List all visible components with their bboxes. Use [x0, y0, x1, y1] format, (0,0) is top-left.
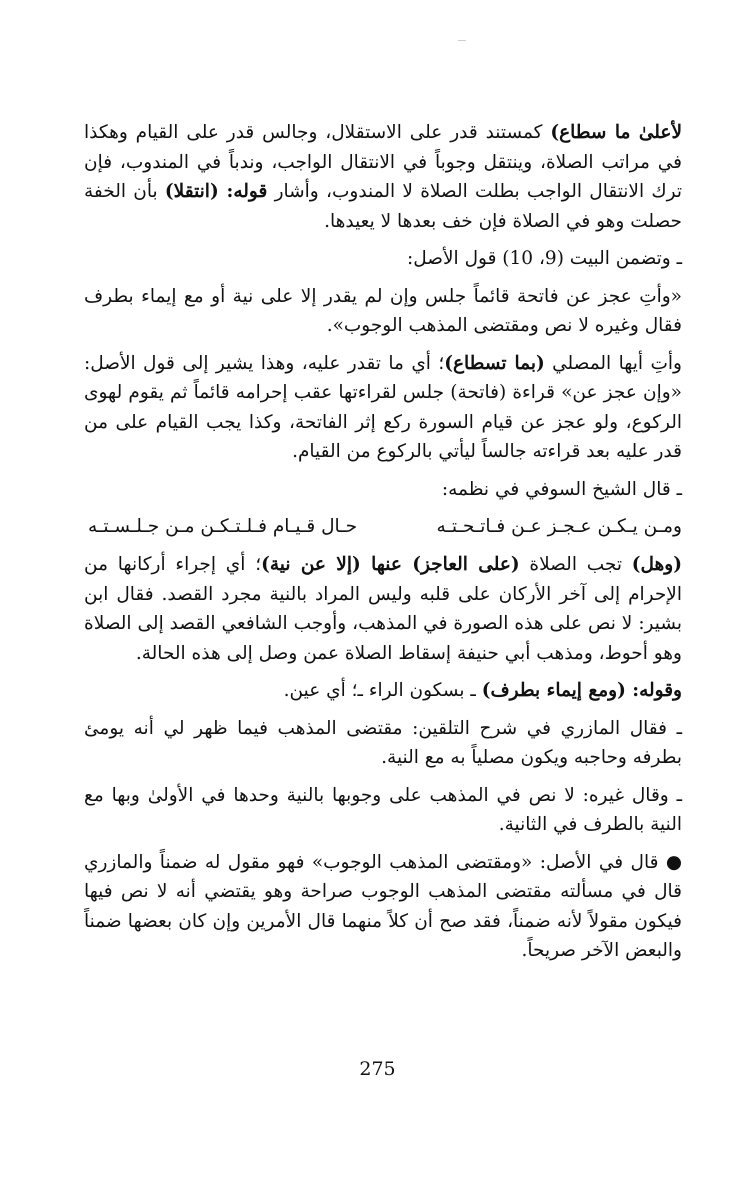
paragraph-text: ـ فقال المازري في شرح التلقين: مقتضى المذهب فيما ظهر لي أنه يومئ بطرفه وحاجبه ويكون مصلياً به مع النية.: [84, 717, 682, 768]
paragraph: [84, 676, 682, 706]
bold-phrase: (بما تسطاع): [444, 352, 545, 374]
paragraph-text: ؛ أي إجراء أركانها من الإحرام إلى آخر الأركان على قلبه وليس المراد بالنية مجرد القصد. فقال ابن بشير: لا نص على هذه الصورة في المذهب، وأوجب الشافعي القصد إلى الصلاة وهو أحوط، ومذهب أبي حنيفة إسقاط الصلاة عمن وصل إلى هذه الحالة.: [84, 554, 682, 664]
paragraph-text: ● قال في الأصل: «ومقتضى المذهب الوجوب» فهو مقول له ضمناً والمازري قال في مسألته مقتضى المذهب الوجوب صراحة وهو يقتضي أنه لا نص فيها فيكون مقولاً لأنه ضمناً، فقد صح أن كلاً منهما قال الأمرين وإن كان بعضها ضمناً والبعض الآخر صريحاً.: [84, 851, 682, 961]
bold-phrase: قوله: (انتقلا): [164, 181, 268, 202]
paragraph: [84, 550, 682, 668]
paragraph: [84, 475, 682, 505]
page-number: 275: [359, 1058, 396, 1080]
paragraph: [84, 118, 682, 236]
paragraph: [84, 781, 682, 840]
paragraph-text: بأن الخفة حصلت وهو في الصلاة فإن خف بعدها لا يعيدها.: [84, 181, 682, 232]
paragraph-text: ـ وقال غيره: لا نص في المذهب على وجوبها بالنية وحدها في الأولىٰ وبها مع النية بالطرف في الثانية.: [84, 784, 682, 835]
page-body: [84, 118, 682, 974]
paragraph-text: كمستند قدر على الاستقلال، وجالس قدر على القيام وهكذا في مراتب الصلاة، وينتقل وجوباً في الانتقال الواجب، وندباً في المندوب، فإن ترك الانتقال الواجب بطلت الصلاة لا المندوب، وأشار: [84, 122, 682, 202]
bold-phrase: (على العاجز) عنها (إلا عن نية): [261, 554, 520, 575]
paragraph-text: وأتِ أيها المصلي: [544, 352, 682, 374]
scan-mark: [458, 40, 466, 41]
paragraph-text: «وأتِ عجز عن فاتحة قائماً جلس وإن لم يقدر إلا على نية أو مع إيماء بطرف فقال وغيره لا نص ومقتضى المذهب الوجوب».: [84, 285, 682, 336]
paragraph-text: ـ بسكون الراء ـ؛ أي عين.: [283, 680, 482, 701]
poem-verse: [84, 512, 682, 542]
paragraph-text: ـ قال الشيخ السوفي في نظمه:: [441, 478, 682, 500]
bold-phrase: (وهل): [631, 554, 682, 575]
verse-hemistich-left: حـال قـيـام فـلـتـكـن مـن جـلـسـتـه: [88, 516, 357, 537]
bold-phrase: لأعلىٰ ما سطاع): [550, 122, 682, 143]
bold-phrase: وقوله: (ومع إيماء بطرف): [481, 680, 682, 701]
paragraph: [84, 714, 682, 773]
paragraph: [84, 244, 682, 274]
paragraph-text: ـ وتضمن البيت (9، 10) قول الأصل:: [407, 248, 682, 269]
paragraph: [84, 349, 682, 467]
paragraph: [84, 282, 682, 341]
paragraph-text: تجب الصلاة: [519, 554, 632, 575]
paragraph: [84, 848, 682, 966]
paragraph-text: ؛ أي ما تقدر عليه، وهذا يشير إلى قول الأصل: «وإن عجز عن» قراءة (فاتحة) جلس لقراءتها عقب إحرامه قائماً ثم يقوم لهوى الركوع، ولو عجز عن قيام السورة ركع إثر الفاتحة، وكذا يجب القيام على من قدر عليه بعد قراءته جالساً ليأتي بالركوع من القيام.: [84, 352, 682, 462]
verse-hemistich-right: ومـن يـكـن عـجـز عـن فـاتـحـتـه: [436, 516, 682, 537]
